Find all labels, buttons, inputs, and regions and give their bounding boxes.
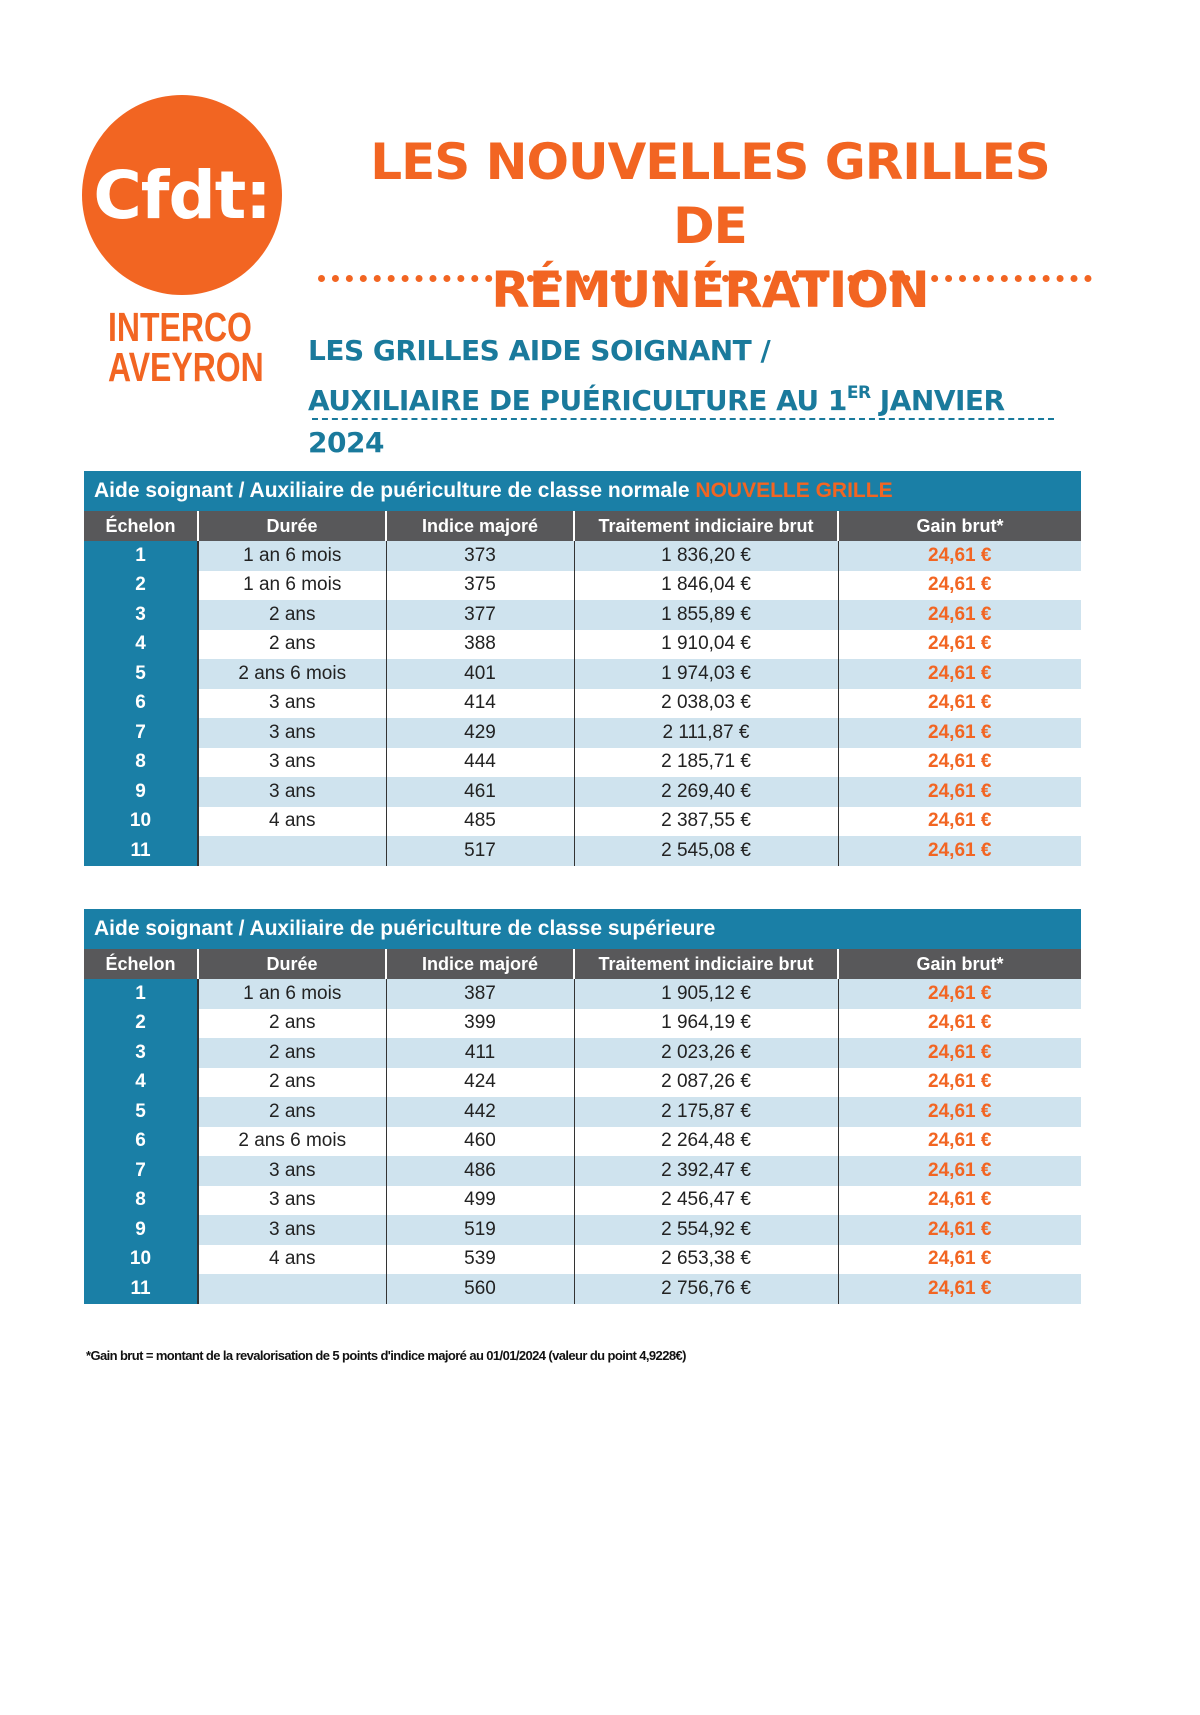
section-subtitle	[308, 330, 1088, 464]
cell-gain: 24,61 €	[838, 659, 1081, 689]
cell-indice: 377	[386, 600, 574, 630]
cell-duree: 1 an 6 mois	[198, 541, 386, 571]
cell-gain: 24,61 €	[838, 836, 1081, 866]
cell-echelon: 1	[84, 541, 198, 571]
cell-traitement: 2 038,03 €	[574, 689, 838, 719]
col-header-indice: Indice majoré	[386, 949, 574, 979]
cell-traitement: 1 910,04 €	[574, 630, 838, 660]
cell-traitement: 2 387,55 €	[574, 807, 838, 837]
logo-line-aveyron: AVEYRON	[108, 344, 264, 390]
table-row	[84, 689, 1081, 719]
table-row	[84, 836, 1081, 866]
cell-echelon: 10	[84, 807, 198, 837]
cell-indice: 414	[386, 689, 574, 719]
cell-duree: 3 ans	[198, 689, 386, 719]
dashed-divider	[312, 418, 1054, 420]
logo-mark: Cfdt:	[93, 156, 271, 234]
col-header-echelon: Échelon	[84, 949, 198, 979]
cell-indice: 375	[386, 571, 574, 601]
cell-indice: 461	[386, 777, 574, 807]
cell-traitement: 1 846,04 €	[574, 571, 838, 601]
cell-echelon: 10	[84, 1245, 198, 1275]
col-header-echelon: Échelon	[84, 511, 198, 541]
cell-indice: 499	[386, 1186, 574, 1216]
cell-duree: 2 ans 6 mois	[198, 1127, 386, 1157]
cell-indice: 387	[386, 979, 574, 1009]
cell-indice: 444	[386, 748, 574, 778]
table-row	[84, 600, 1081, 630]
cell-traitement: 1 964,19 €	[574, 1009, 838, 1039]
col-header-traitement: Traitement indiciaire brut	[574, 949, 838, 979]
cell-gain: 24,61 €	[838, 1274, 1081, 1304]
cell-duree: 3 ans	[198, 718, 386, 748]
cell-duree: 2 ans	[198, 630, 386, 660]
cell-echelon: 4	[84, 630, 198, 660]
cell-echelon: 8	[84, 1186, 198, 1216]
cell-traitement: 2 111,87 €	[574, 718, 838, 748]
table-row	[84, 1274, 1081, 1304]
cell-gain: 24,61 €	[838, 718, 1081, 748]
col-header-gain: Gain brut*	[838, 949, 1081, 979]
cell-echelon: 2	[84, 1009, 198, 1039]
subtitle-line-1: LES GRILLES AIDE SOIGNANT /	[308, 334, 771, 367]
cell-echelon: 2	[84, 571, 198, 601]
caption-text: Aide soignant / Auxiliaire de puériculture de classe normale	[94, 479, 696, 502]
cell-indice: 460	[386, 1127, 574, 1157]
cell-indice: 485	[386, 807, 574, 837]
cell-gain: 24,61 €	[838, 1245, 1081, 1275]
cell-echelon: 5	[84, 659, 198, 689]
cell-gain: 24,61 €	[838, 777, 1081, 807]
salary-table-superieure	[84, 909, 1081, 1304]
cell-duree: 4 ans	[198, 807, 386, 837]
table-row	[84, 1038, 1081, 1068]
cell-echelon: 3	[84, 1038, 198, 1068]
salary-table-normal	[84, 471, 1081, 866]
cell-gain: 24,61 €	[838, 807, 1081, 837]
table-row	[84, 979, 1081, 1009]
cell-traitement: 2 545,08 €	[574, 836, 838, 866]
cell-gain: 24,61 €	[838, 748, 1081, 778]
cell-traitement: 1 855,89 €	[574, 600, 838, 630]
cell-echelon: 7	[84, 718, 198, 748]
cell-traitement: 2 269,40 €	[574, 777, 838, 807]
cell-indice: 388	[386, 630, 574, 660]
cell-gain: 24,61 €	[838, 1068, 1081, 1098]
cell-echelon: 9	[84, 1215, 198, 1245]
col-header-duree: Durée	[198, 949, 386, 979]
table-row	[84, 630, 1081, 660]
cell-gain: 24,61 €	[838, 1186, 1081, 1216]
cell-duree: 3 ans	[198, 1156, 386, 1186]
table-row	[84, 777, 1081, 807]
table-row	[84, 1009, 1081, 1039]
page-title	[330, 130, 1090, 322]
cell-traitement: 2 653,38 €	[574, 1245, 838, 1275]
cell-indice: 424	[386, 1068, 574, 1098]
cell-duree: 2 ans	[198, 600, 386, 630]
cell-gain: 24,61 €	[838, 1097, 1081, 1127]
cell-indice: 373	[386, 541, 574, 571]
cell-duree: 2 ans	[198, 1038, 386, 1068]
col-header-gain: Gain brut*	[838, 511, 1081, 541]
cell-echelon: 5	[84, 1097, 198, 1127]
cell-gain: 24,61 €	[838, 600, 1081, 630]
cell-traitement: 2 023,26 €	[574, 1038, 838, 1068]
cell-indice: 429	[386, 718, 574, 748]
caption-highlight: NOUVELLE GRILLE	[695, 479, 893, 502]
cell-traitement: 2 264,48 €	[574, 1127, 838, 1157]
cell-indice: 486	[386, 1156, 574, 1186]
cell-duree	[198, 836, 386, 866]
title-line-1: LES NOUVELLES GRILLES DE	[370, 133, 1050, 255]
cell-indice: 411	[386, 1038, 574, 1068]
cell-duree: 1 an 6 mois	[198, 571, 386, 601]
cell-echelon: 1	[84, 979, 198, 1009]
cell-echelon: 8	[84, 748, 198, 778]
cell-traitement: 2 756,76 €	[574, 1274, 838, 1304]
cell-duree: 2 ans 6 mois	[198, 659, 386, 689]
cell-gain: 24,61 €	[838, 979, 1081, 1009]
cell-duree: 2 ans	[198, 1068, 386, 1098]
cell-echelon: 11	[84, 836, 198, 866]
col-header-traitement: Traitement indiciaire brut	[574, 511, 838, 541]
cell-duree: 1 an 6 mois	[198, 979, 386, 1009]
cell-traitement: 2 456,47 €	[574, 1186, 838, 1216]
cell-echelon: 3	[84, 600, 198, 630]
cell-gain: 24,61 €	[838, 689, 1081, 719]
cell-duree: 3 ans	[198, 748, 386, 778]
cell-indice: 517	[386, 836, 574, 866]
col-header-indice: Indice majoré	[386, 511, 574, 541]
cfdt-logo	[82, 95, 282, 295]
cell-gain: 24,61 €	[838, 1127, 1081, 1157]
cell-gain: 24,61 €	[838, 1009, 1081, 1039]
table-row	[84, 1097, 1081, 1127]
table-row	[84, 1156, 1081, 1186]
cell-traitement: 2 175,87 €	[574, 1097, 838, 1127]
table-row	[84, 807, 1081, 837]
subtitle-text: AUXILIAIRE DE PUÉRICULTURE AU 1	[308, 384, 847, 417]
cell-indice: 442	[386, 1097, 574, 1127]
title-line-2: RÉMUNÉRATION	[491, 261, 929, 319]
table-row	[84, 1215, 1081, 1245]
table-row	[84, 1186, 1081, 1216]
cell-duree: 3 ans	[198, 1215, 386, 1245]
subtitle-date: JANVIER 2024	[308, 384, 1005, 459]
cell-traitement: 2 392,47 €	[574, 1156, 838, 1186]
cell-duree: 4 ans	[198, 1245, 386, 1275]
logo-line-interco: INTERCO	[108, 304, 252, 350]
cell-traitement: 2 087,26 €	[574, 1068, 838, 1098]
cell-duree	[198, 1274, 386, 1304]
table-row	[84, 718, 1081, 748]
table-row	[84, 1245, 1081, 1275]
cell-duree: 2 ans	[198, 1009, 386, 1039]
cell-indice: 539	[386, 1245, 574, 1275]
cell-indice: 519	[386, 1215, 574, 1245]
table-row	[84, 571, 1081, 601]
cell-indice: 560	[386, 1274, 574, 1304]
cell-traitement: 1 974,03 €	[574, 659, 838, 689]
cell-echelon: 11	[84, 1274, 198, 1304]
table-row	[84, 541, 1081, 571]
cell-traitement: 1 905,12 €	[574, 979, 838, 1009]
col-header-duree: Durée	[198, 511, 386, 541]
table-row	[84, 659, 1081, 689]
cell-duree: 2 ans	[198, 1097, 386, 1127]
cell-gain: 24,61 €	[838, 1156, 1081, 1186]
cell-echelon: 6	[84, 689, 198, 719]
cell-gain: 24,61 €	[838, 571, 1081, 601]
cell-echelon: 4	[84, 1068, 198, 1098]
table-caption	[84, 909, 1081, 949]
cell-gain: 24,61 €	[838, 630, 1081, 660]
footnote: *Gain brut = montant de la revalorisation de 5 points d'indice majoré au 01/01/2024 (valeur du point 4,9228€)	[86, 1348, 686, 1363]
table-caption	[84, 471, 1081, 511]
cell-gain: 24,61 €	[838, 541, 1081, 571]
table-row	[84, 1127, 1081, 1157]
cell-indice: 401	[386, 659, 574, 689]
subtitle-superscript: ER	[846, 383, 871, 403]
cell-traitement: 1 836,20 €	[574, 541, 838, 571]
dotted-divider	[318, 275, 1092, 282]
cell-traitement: 2 554,92 €	[574, 1215, 838, 1245]
cell-duree: 3 ans	[198, 1186, 386, 1216]
table-row	[84, 1068, 1081, 1098]
cell-duree: 3 ans	[198, 777, 386, 807]
cell-echelon: 7	[84, 1156, 198, 1186]
cell-traitement: 2 185,71 €	[574, 748, 838, 778]
cell-indice: 399	[386, 1009, 574, 1039]
cell-echelon: 9	[84, 777, 198, 807]
cell-echelon: 6	[84, 1127, 198, 1157]
cell-gain: 24,61 €	[838, 1215, 1081, 1245]
table-row	[84, 748, 1081, 778]
caption-text: Aide soignant / Auxiliaire de puériculture de classe supérieure	[94, 917, 716, 940]
cell-gain: 24,61 €	[838, 1038, 1081, 1068]
